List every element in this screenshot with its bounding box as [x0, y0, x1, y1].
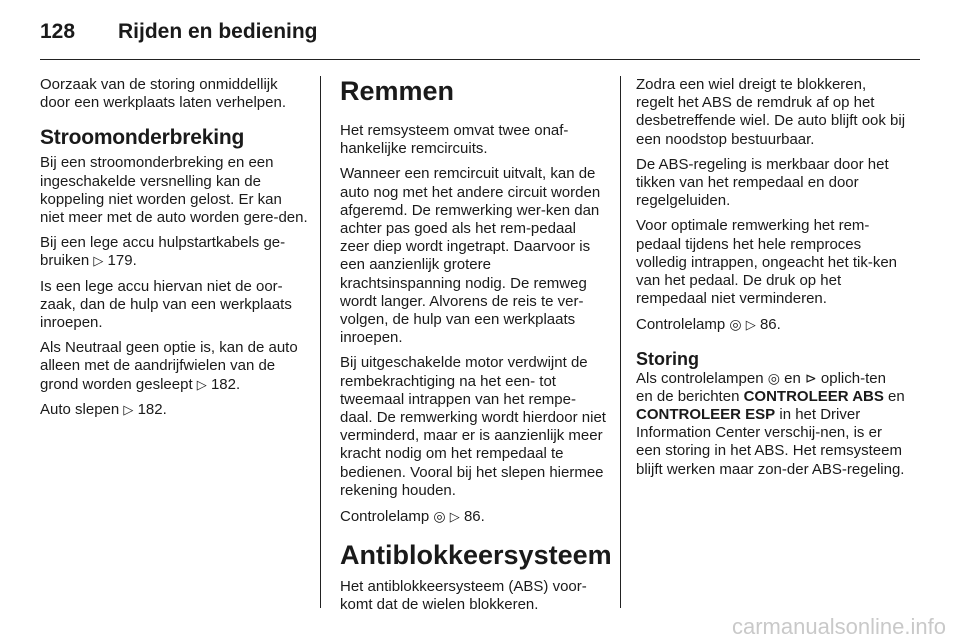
page-number: 128 [40, 20, 76, 43]
paragraph-accu: Bij een lege accu hulpstartkabels ge-bruiken ▷ 179. [40, 234, 286, 270]
column-divider-2 [620, 76, 621, 608]
paragraph-controlelamp-abs: Controlelamp ◎ ▷ 86. [636, 316, 781, 334]
paragraph-werkplaats: Is een lege accu hiervan niet de oor-zaak, dan de hulp van een werkplaats inroepen. [40, 277, 292, 332]
message-controleer-abs: CONTROLEER ABS [743, 387, 884, 405]
paragraph-rembekrachtiging: Bij uitgeschakelde motor verdwijnt de rembekrachtiging na het een- tot tweemaal intrappen van het rempe-daal. De remwerking wordt hierdoor niet verminderd, maar er is aanzienlijk meer kracht nodig om het rempedaal te bedienen. Vooral bij het slepen hiermee rekening houden. [340, 354, 606, 499]
header-rule [40, 59, 920, 60]
page-ref-link[interactable]: 179. [107, 252, 137, 270]
page-ref-link[interactable]: 182. [210, 375, 241, 393]
heading-stroomonderbreking: Stroomonderbreking [40, 126, 245, 150]
arrow-ref-icon: ▷ [449, 509, 460, 525]
paragraph-intro: Oorzaak van de storing onmiddellijk door een werkplaats laten verhelpen. [40, 76, 286, 112]
brake-warning-icon: ◎ [433, 508, 446, 525]
abs-lamp-icon: ◎ [767, 369, 780, 386]
page-ref-link[interactable]: 86. [759, 316, 781, 334]
column-divider-1 [320, 76, 321, 608]
heading-storing: Storing [636, 348, 699, 369]
arrow-ref-icon: ▷ [745, 317, 756, 333]
paragraph-stroom-1: Bij een stroomonderbreking en een ingeschakelde versnelling kan de koppeling niet worden gelost. Er kan niet meer met de auto worden gere-den. [40, 154, 308, 227]
arrow-ref-icon: ▷ [196, 376, 207, 392]
paragraph-abs: Het antiblokkeersysteem (ABS) voor-komt dat de wielen blokkeren. [340, 578, 587, 614]
message-controleer-esp: CONTROLEER ESP [636, 406, 776, 424]
page-ref-link[interactable]: 86. [463, 508, 485, 526]
heading-antiblokkeersysteem: Antiblokkeersysteem [340, 540, 612, 571]
paragraph-abs-regelt: Zodra een wiel dreigt te blokkeren, regelt het ABS de remdruk af op het desbetreffende wiel. De auto blijft ook bij een noodstop bestuurbaar. [636, 76, 906, 148]
paragraph-optimale-remwerking: Voor optimale remwerking het rem-pedaal tijdens het hele remproces volledig intrappen, ongeacht het tik-ken van het pedaal. De druk op het rempedaal niet verminderen. [636, 217, 898, 308]
arrow-ref-icon: ▷ [123, 401, 134, 417]
paragraph-remsysteem: Het remsysteem omvat twee onaf-hankelijke remcircuits. [340, 122, 569, 158]
abs-lamp-icon: ◎ [729, 316, 742, 333]
paragraph-neutraal: Als Neutraal geen optie is, kan de auto alleen met de aandrijfwielen van de grond worden gesleept ▷ 182. [40, 339, 298, 393]
esp-lamp-icon: ⊳ [805, 369, 817, 386]
page-ref-link[interactable]: 182. [137, 400, 167, 418]
column-2 [340, 76, 612, 622]
paragraph-controlelamp-brake: Controlelamp ◎ ▷ 86. [340, 508, 485, 526]
paragraph-remcircuit: Wanneer een remcircuit uitvalt, kan de auto nog met het andere circuit worden afgeremd. De remwerking wer-ken dan achter pas goed als het rem-pedaal zeer diep wordt ingetrapt. Daarvoor is een aanzienlijk grotere krachtsinspanning nodig. De remweg wordt langer. Alvorens de reis te ver-volgen, de hulp van een werkplaats inroepen. [340, 165, 601, 347]
column-3 [636, 76, 906, 486]
paragraph-abs-merkbaar: De ABS-regeling is merkbaar door het tikken van het rempedaal en door regelgeluiden. [636, 155, 889, 210]
column-1 [40, 76, 308, 426]
paragraph-storing: Als controlelampen ◎ en ⊳ oplich-ten en de berichten CONTROLEER ABS en CONTROLEER ESP in het Driver Information Center verschij-nen, is er een storing in het ABS. Het remsysteem blijft werken maar zon-der ABS-regeling. [636, 369, 905, 478]
heading-remmen: Remmen [340, 76, 455, 106]
page-title: Rijden en bediening [118, 20, 318, 43]
arrow-ref-icon: ▷ [93, 253, 104, 269]
watermark: carmanualsonline.info [731, 614, 946, 639]
paragraph-auto-slepen: Auto slepen ▷ 182. [40, 400, 167, 418]
